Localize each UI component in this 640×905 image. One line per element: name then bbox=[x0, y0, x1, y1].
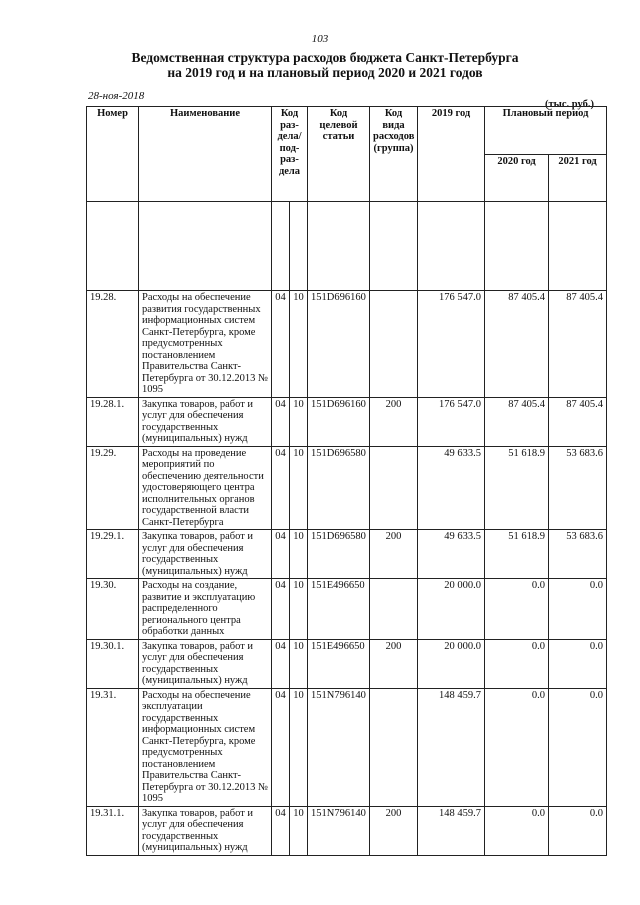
row-expense-type bbox=[370, 579, 418, 640]
row-target-code: 151D696160 bbox=[308, 291, 370, 398]
header-expense-type: Код вида расходов (группа) bbox=[370, 107, 418, 202]
row-target-code: 151N796140 bbox=[308, 688, 370, 806]
row-value-2021: 0.0 bbox=[549, 579, 607, 640]
row-expense-type: 200 bbox=[370, 530, 418, 579]
row-target-code: 151D696580 bbox=[308, 446, 370, 530]
row-number: 19.28. bbox=[87, 291, 139, 398]
table-row bbox=[87, 397, 607, 446]
row-value-2021: 53 683.6 bbox=[549, 446, 607, 530]
budget-table bbox=[86, 106, 607, 856]
row-name: Расходы на создание, развитие и эксплуатацию распределенного регионального центра обработки данных bbox=[139, 579, 272, 640]
row-subsection-code: 10 bbox=[290, 446, 308, 530]
row-subsection-code: 10 bbox=[290, 291, 308, 398]
row-name: Закупка товаров, работ и услуг для обеспечения государственных (муниципальных) нужд bbox=[139, 639, 272, 688]
table-row bbox=[87, 579, 607, 640]
row-section-code: 04 bbox=[272, 446, 290, 530]
row-value-2019: 176 547.0 bbox=[418, 397, 485, 446]
table-row bbox=[87, 291, 607, 398]
row-number: 19.28.1. bbox=[87, 397, 139, 446]
row-value-2021: 87 405.4 bbox=[549, 397, 607, 446]
header-name: Наименование bbox=[139, 107, 272, 202]
table-row bbox=[87, 806, 607, 855]
row-value-2021: 0.0 bbox=[549, 639, 607, 688]
header-number: Номер bbox=[87, 107, 139, 202]
row-target-code: 151E496650 bbox=[308, 579, 370, 640]
row-value-2020: 51 618.9 bbox=[485, 530, 549, 579]
row-number: 19.31. bbox=[87, 688, 139, 806]
row-value-2021: 0.0 bbox=[549, 806, 607, 855]
row-section-code: 04 bbox=[272, 530, 290, 579]
row-section-code: 04 bbox=[272, 579, 290, 640]
header-planned-period: Плановый период bbox=[485, 107, 607, 155]
row-target-code: 151N796140 bbox=[308, 806, 370, 855]
table-header-row bbox=[87, 107, 607, 155]
row-name: Расходы на проведение мероприятий по обеспечению деятельности удостоверяющего центра исполнительных органов государственной власти Санкт-Петербурга bbox=[139, 446, 272, 530]
row-value-2020: 0.0 bbox=[485, 806, 549, 855]
row-name: Закупка товаров, работ и услуг для обеспечения государственных (муниципальных) нужд bbox=[139, 397, 272, 446]
spacer-row bbox=[87, 202, 607, 291]
row-value-2020: 0.0 bbox=[485, 579, 549, 640]
row-name: Закупка товаров, работ и услуг для обеспечения государственных (муниципальных) нужд bbox=[139, 806, 272, 855]
header-target: Код целевой статьи bbox=[308, 107, 370, 202]
row-name: Расходы на обеспечение эксплуатации государственных информационных систем Санкт-Петербурга, кроме предусмотренных постановлением Правительства Санкт-Петербурга от 30.12.2013 № 1095 bbox=[139, 688, 272, 806]
row-expense-type: 200 bbox=[370, 397, 418, 446]
row-value-2019: 49 633.5 bbox=[418, 530, 485, 579]
row-value-2020: 0.0 bbox=[485, 688, 549, 806]
row-subsection-code: 10 bbox=[290, 806, 308, 855]
row-value-2020: 87 405.4 bbox=[485, 291, 549, 398]
header-2021: 2021 год bbox=[549, 154, 607, 202]
row-target-code: 151D696160 bbox=[308, 397, 370, 446]
row-value-2019: 148 459.7 bbox=[418, 806, 485, 855]
row-section-code: 04 bbox=[272, 688, 290, 806]
row-name: Расходы на обеспечение развития государственных информационных систем Санкт-Петербурга, кроме предусмотренных постановлением Правительства Санкт-Петербурга от 30.12.2013 № 1095 bbox=[139, 291, 272, 398]
row-value-2021: 0.0 bbox=[549, 688, 607, 806]
row-subsection-code: 10 bbox=[290, 688, 308, 806]
table-row bbox=[87, 446, 607, 530]
table-row bbox=[87, 639, 607, 688]
header-section: Код раз-дела/ под-раз-дела bbox=[272, 107, 308, 202]
row-section-code: 04 bbox=[272, 806, 290, 855]
row-target-code: 151E496650 bbox=[308, 639, 370, 688]
row-expense-type: 200 bbox=[370, 639, 418, 688]
header-2019: 2019 год bbox=[418, 107, 485, 202]
table-row bbox=[87, 688, 607, 806]
table-row bbox=[87, 530, 607, 579]
row-section-code: 04 bbox=[272, 291, 290, 398]
row-expense-type: 200 bbox=[370, 806, 418, 855]
page-number: 103 bbox=[311, 33, 329, 45]
row-expense-type bbox=[370, 291, 418, 398]
row-subsection-code: 10 bbox=[290, 579, 308, 640]
row-value-2020: 0.0 bbox=[485, 639, 549, 688]
title-line-2: на 2019 год и на плановый период 2020 и 2021 годов bbox=[167, 65, 483, 80]
row-value-2019: 148 459.7 bbox=[418, 688, 485, 806]
row-subsection-code: 10 bbox=[290, 639, 308, 688]
row-section-code: 04 bbox=[272, 397, 290, 446]
row-number: 19.31.1. bbox=[87, 806, 139, 855]
row-value-2021: 87 405.4 bbox=[549, 291, 607, 398]
row-name: Закупка товаров, работ и услуг для обеспечения государственных (муниципальных) нужд bbox=[139, 530, 272, 579]
units-label: (тыс. руб.) bbox=[545, 99, 594, 110]
row-value-2019: 176 547.0 bbox=[418, 291, 485, 398]
row-number: 19.29. bbox=[87, 446, 139, 530]
row-number: 19.29.1. bbox=[87, 530, 139, 579]
row-value-2019: 49 633.5 bbox=[418, 446, 485, 530]
row-subsection-code: 10 bbox=[290, 397, 308, 446]
row-value-2019: 20 000.0 bbox=[418, 579, 485, 640]
row-value-2021: 53 683.6 bbox=[549, 530, 607, 579]
header-2020: 2020 год bbox=[485, 154, 549, 202]
row-section-code: 04 bbox=[272, 639, 290, 688]
row-expense-type bbox=[370, 688, 418, 806]
document-title bbox=[110, 50, 540, 80]
row-expense-type bbox=[370, 446, 418, 530]
row-subsection-code: 10 bbox=[290, 530, 308, 579]
row-value-2020: 87 405.4 bbox=[485, 397, 549, 446]
document-date: 28-ноя-2018 bbox=[88, 90, 145, 102]
row-value-2020: 51 618.9 bbox=[485, 446, 549, 530]
row-target-code: 151D696580 bbox=[308, 530, 370, 579]
title-line-1: Ведомственная структура расходов бюджета Санкт-Петербурга bbox=[131, 50, 519, 65]
row-number: 19.30. bbox=[87, 579, 139, 640]
row-number: 19.30.1. bbox=[87, 639, 139, 688]
row-value-2019: 20 000.0 bbox=[418, 639, 485, 688]
